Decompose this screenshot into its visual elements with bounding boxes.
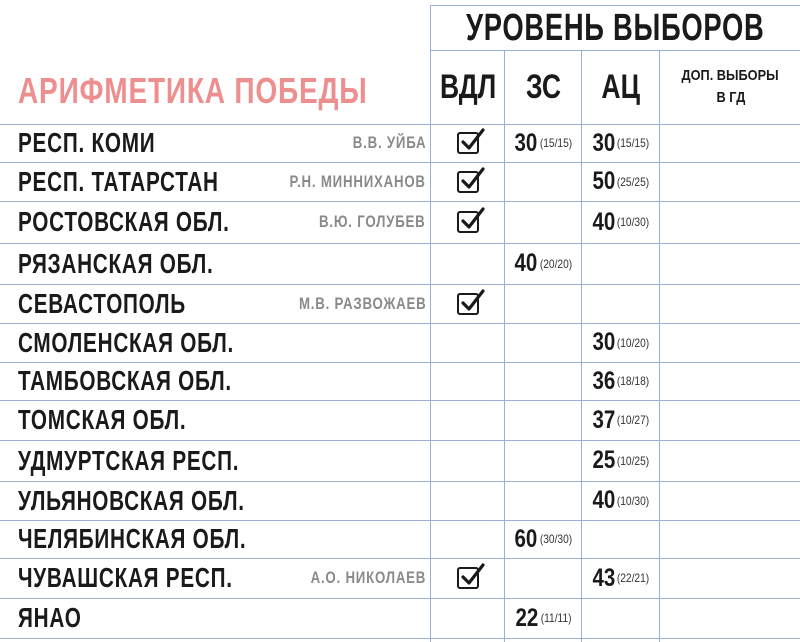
- zs-cell: [506, 243, 581, 284]
- table-row: [0, 162, 800, 201]
- ac-cell-value: 50: [592, 167, 615, 195]
- zs-cell-value: 60: [514, 524, 538, 553]
- ac-cell: [583, 400, 659, 440]
- region-name: РОСТОВСКАЯ ОБЛ.: [18, 206, 230, 237]
- governor-name: В.В. УЙБА: [352, 133, 426, 152]
- table-row: [0, 124, 800, 162]
- ac-cell: [583, 162, 659, 201]
- ac-cell-value: 37: [592, 405, 615, 434]
- ac-cell: [583, 481, 659, 520]
- divider-horizontal: [0, 598, 800, 599]
- vdl-cell: [432, 284, 504, 323]
- divider-horizontal: [0, 558, 800, 559]
- checkbox-checked-icon: [457, 132, 479, 154]
- ac-cell: [583, 124, 659, 162]
- ac-cell-breakdown: (22/21): [617, 571, 650, 585]
- table-row: [0, 440, 800, 481]
- region-name: УДМУРТСКАЯ РЕСП.: [18, 444, 240, 476]
- table-row: [0, 481, 800, 520]
- column-header-gd: ДОП. ВЫБОРЫ В ГД: [681, 67, 780, 106]
- ac-cell-breakdown: (18/18): [617, 374, 650, 388]
- region-name: ЧЕЛЯБИНСКАЯ ОБЛ.: [18, 523, 247, 554]
- levels-header: УРОВЕНЬ ВЫБОРОВ: [466, 6, 765, 49]
- ac-cell-breakdown: (10/20): [617, 335, 650, 350]
- table-row: [0, 323, 800, 362]
- zs-cell-value: 40: [514, 249, 538, 277]
- ac-cell: [583, 440, 659, 481]
- ac-cell-value: 30: [592, 328, 615, 356]
- zs-cell: [506, 124, 581, 162]
- divider-horizontal: [0, 638, 800, 639]
- divider-horizontal: [0, 124, 800, 125]
- column-header-ac: АЦ: [601, 67, 641, 106]
- divider-horizontal: [0, 440, 800, 441]
- zs-cell: [506, 520, 581, 558]
- governor-name: Р.Н. МИННИХАНОВ: [289, 171, 426, 191]
- ac-cell-breakdown: (10/30): [617, 493, 650, 508]
- divider-horizontal: [0, 323, 800, 324]
- divider-horizontal: [430, 5, 800, 6]
- ac-cell-breakdown: (25/25): [617, 174, 650, 189]
- ac-cell-value: 43: [592, 563, 615, 592]
- table-row: [0, 558, 800, 598]
- column-header-zs: ЗС: [525, 67, 562, 106]
- region-name: ЧУВАШСКАЯ РЕСП.: [18, 562, 233, 593]
- zs-cell-value: 30: [514, 128, 538, 157]
- checkbox-checked-icon: [457, 567, 479, 589]
- governor-name: М.В. РАЗВОЖАЕВ: [298, 293, 426, 313]
- column-header-vdl: ВДЛ: [439, 67, 497, 106]
- checkbox-checked-icon: [457, 171, 479, 193]
- ac-cell: [583, 362, 659, 400]
- governor-name: А.О. НИКОЛАЕВ: [310, 568, 426, 587]
- zs-cell-breakdown: (11/11): [540, 611, 572, 625]
- ac-cell-value: 30: [592, 128, 615, 157]
- ac-cell-breakdown: (10/27): [617, 413, 650, 427]
- region-name: ЯНАО: [18, 602, 82, 633]
- zs-cell: [506, 598, 581, 638]
- divider-horizontal: [0, 243, 800, 244]
- ac-cell-value: 40: [592, 486, 615, 514]
- divider-vertical: [504, 50, 505, 642]
- checkbox-checked-icon: [457, 211, 479, 233]
- vdl-cell: [432, 201, 504, 243]
- zs-cell-value: 22: [515, 603, 539, 632]
- divider-horizontal: [0, 284, 800, 285]
- table-row: [0, 520, 800, 558]
- table-row: [0, 400, 800, 440]
- table-row: [0, 362, 800, 400]
- page-title: АРИФМЕТИКА ПОБЕДЫ: [18, 70, 368, 111]
- region-name: РЯЗАНСКАЯ ОБЛ.: [18, 247, 214, 279]
- vdl-cell: [432, 558, 504, 598]
- region-name: ТАМБОВСКАЯ ОБЛ.: [18, 365, 232, 396]
- ac-cell-breakdown: (15/15): [617, 136, 650, 150]
- ac-cell: [583, 201, 659, 243]
- ac-cell: [583, 323, 659, 362]
- ac-cell-breakdown: (10/30): [617, 215, 650, 229]
- ac-cell-breakdown: (10/25): [617, 453, 650, 468]
- ac-cell: [583, 558, 659, 598]
- table-row: [0, 598, 800, 638]
- divider-horizontal: [430, 50, 800, 51]
- region-name: СЕВАСТОПОЛЬ: [18, 287, 186, 319]
- divider-vertical: [581, 50, 582, 642]
- table-row: [0, 201, 800, 243]
- ac-cell-value: 36: [592, 366, 615, 395]
- divider-horizontal: [0, 201, 800, 202]
- divider-vertical: [659, 50, 660, 642]
- region-name: ТОМСКАЯ ОБЛ.: [18, 404, 187, 435]
- table-row: [0, 284, 800, 323]
- ac-cell-value: 25: [592, 446, 615, 474]
- region-name: УЛЬЯНОВСКАЯ ОБЛ.: [18, 484, 245, 516]
- checkbox-checked-icon: [457, 293, 479, 315]
- divider-horizontal: [0, 400, 800, 401]
- governor-name: В.Ю. ГОЛУБЕВ: [319, 212, 426, 231]
- region-name: РЕСП. КОМИ: [18, 127, 156, 158]
- region-name: РЕСП. ТАТАРСТАН: [18, 165, 219, 197]
- ac-cell-value: 40: [592, 207, 615, 236]
- vdl-cell: [432, 124, 504, 162]
- divider-horizontal: [0, 162, 800, 163]
- zs-cell-breakdown: (15/15): [539, 136, 573, 150]
- table-row: [0, 243, 800, 284]
- region-name: СМОЛЕНСКАЯ ОБЛ.: [18, 326, 234, 358]
- divider-horizontal: [0, 520, 800, 521]
- zs-cell-breakdown: (20/20): [539, 256, 573, 271]
- vdl-cell: [432, 162, 504, 201]
- divider-horizontal: [0, 362, 800, 363]
- divider-horizontal: [0, 481, 800, 482]
- zs-cell-breakdown: (30/30): [539, 532, 573, 546]
